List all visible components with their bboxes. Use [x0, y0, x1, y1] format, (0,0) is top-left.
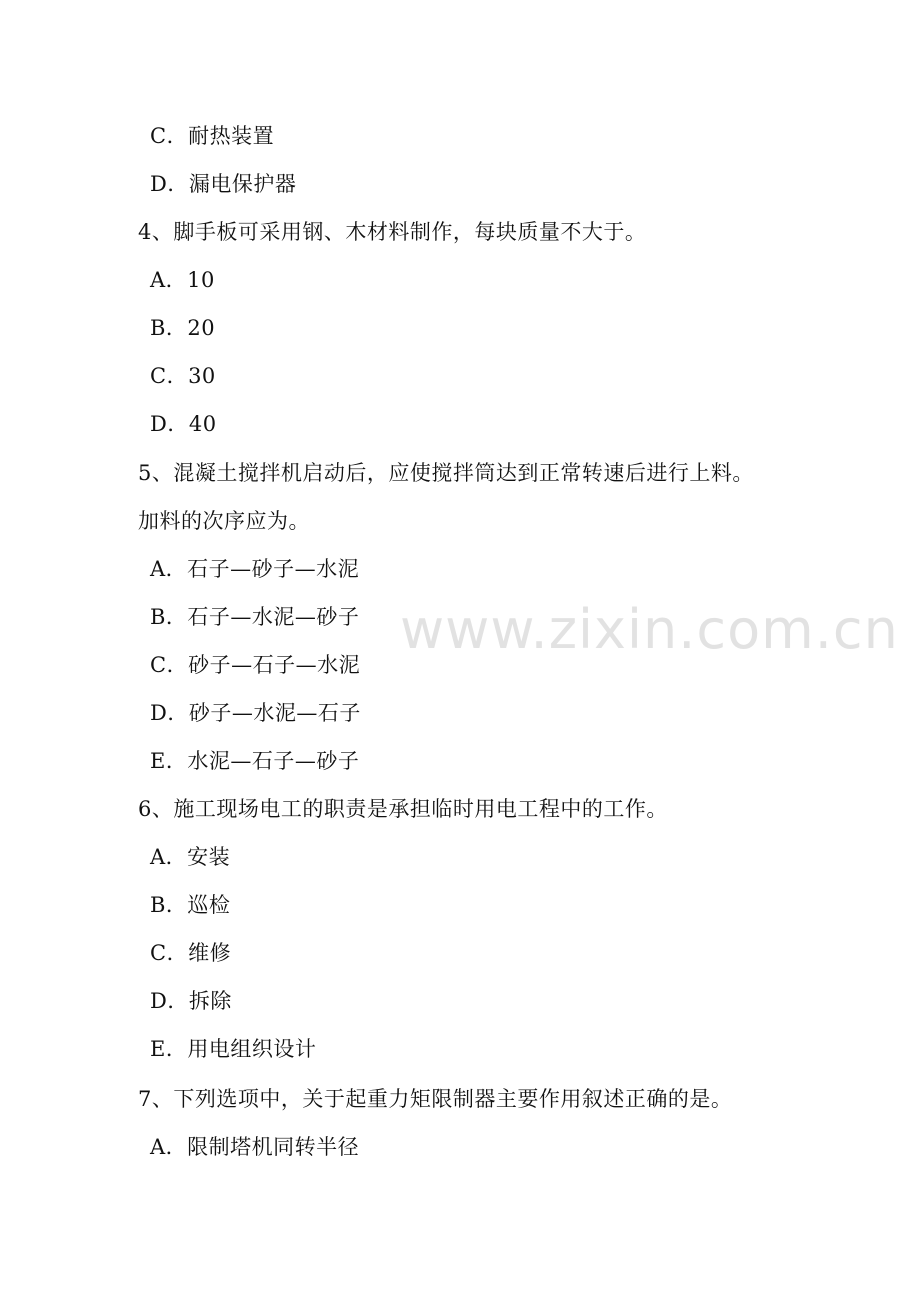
option-7a: A．限制塔机同转半径	[150, 1135, 360, 1159]
option-3d: D．漏电保护器	[150, 172, 297, 196]
option-6a: A．安装	[150, 845, 231, 869]
option-4c: C．30	[150, 364, 216, 388]
option-6c: C．维修	[150, 941, 232, 965]
option-5b: B．石子—水泥—砂子	[150, 605, 360, 629]
question-5-stem-line2: 加料的次序应为。	[138, 509, 310, 533]
option-4b: B．20	[150, 316, 216, 340]
option-4d: D．40	[150, 412, 217, 436]
option-5d: D．砂子—水泥—石子	[150, 701, 361, 725]
option-6e: E．用电组织设计	[150, 1037, 317, 1061]
question-6-stem: 6、施工现场电工的职责是承担临时用电工程中的工作。	[138, 797, 668, 821]
question-7-stem: 7、下列选项中，关于起重力矩限制器主要作用叙述正确的是。	[138, 1087, 733, 1111]
question-4-stem: 4、脚手板可采用钢、木材料制作，每块质量不大于。	[138, 220, 647, 244]
option-5c: C．砂子—石子—水泥	[150, 653, 361, 677]
question-5-stem-line1: 5、混凝土搅拌机启动后，应使搅拌筒达到正常转速后进行上料。	[138, 461, 754, 485]
option-6d: D．拆除	[150, 989, 232, 1013]
watermark: www.zixin.com.cn	[400, 598, 899, 661]
option-6b: B．巡检	[150, 893, 231, 917]
option-3c: C．耐热装置	[150, 124, 275, 148]
option-5e: E．水泥—石子—砂子	[150, 749, 360, 773]
option-4a: A．10	[150, 268, 215, 292]
option-5a: A．石子—砂子—水泥	[150, 557, 360, 581]
